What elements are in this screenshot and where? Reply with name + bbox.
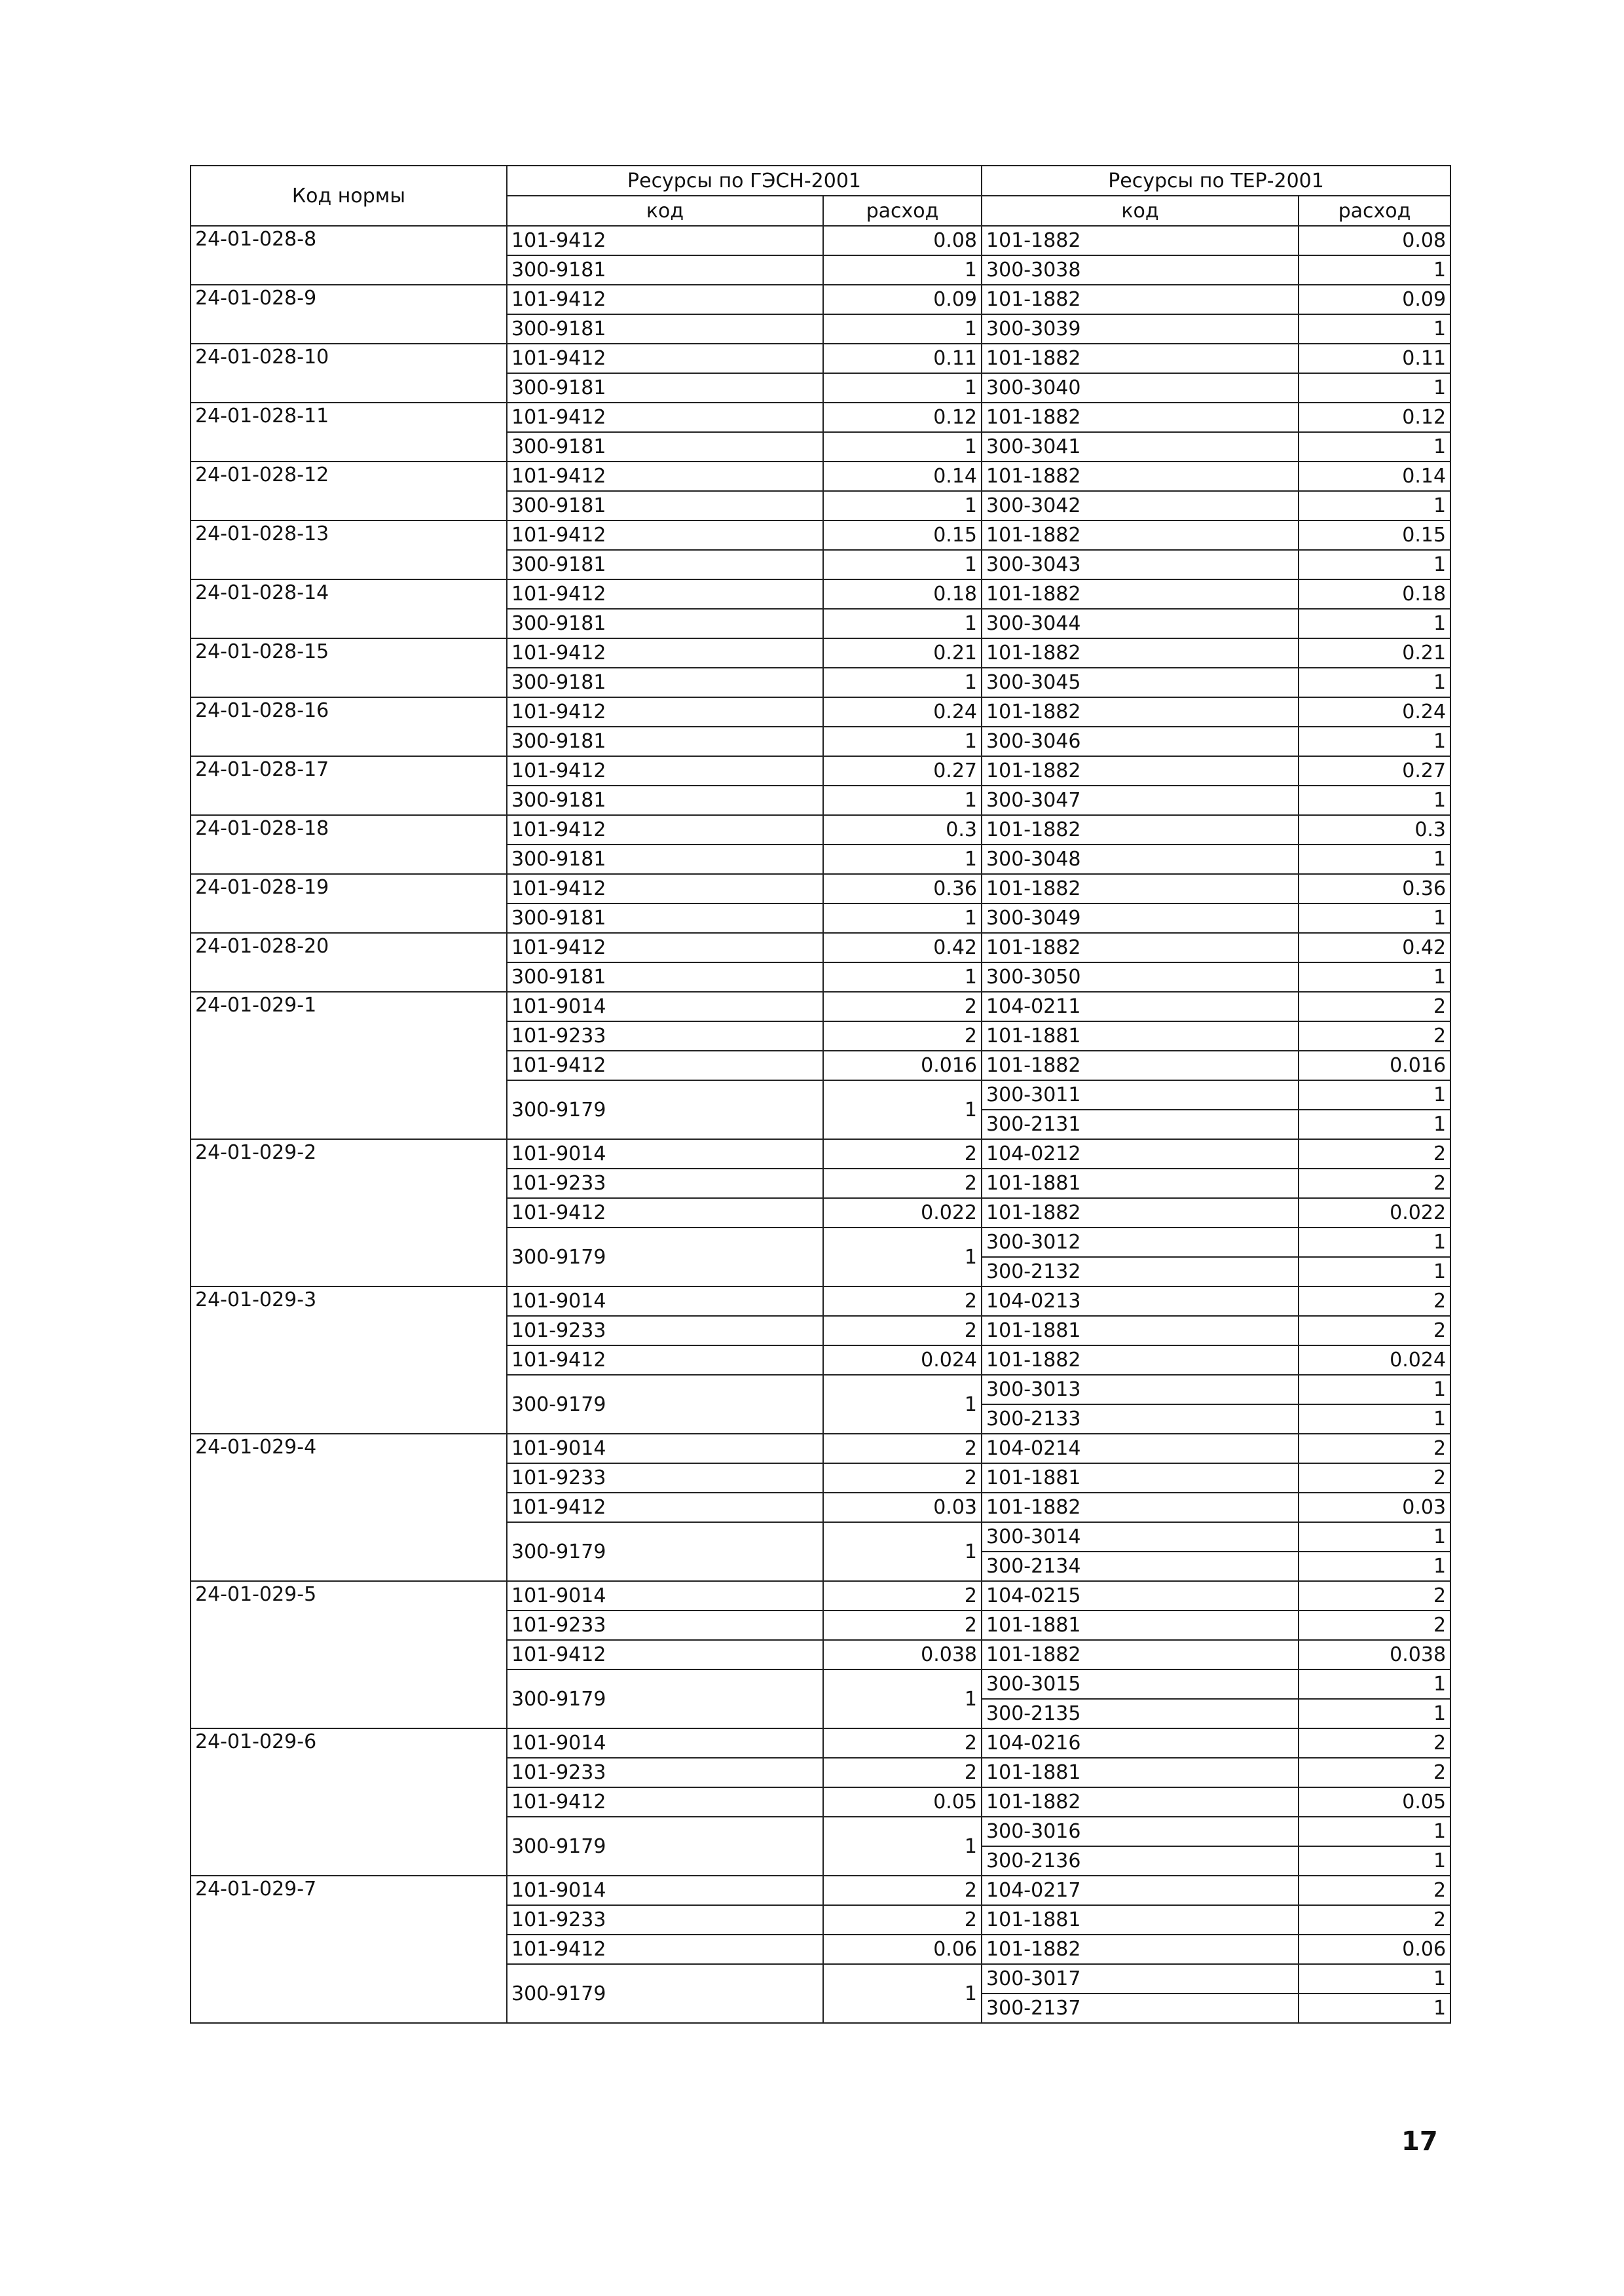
ter-rate-cell: 0.016 <box>1299 1051 1450 1080</box>
gesn-rate-cell: 2 <box>823 1463 982 1493</box>
ter-rate-cell: 1 <box>1299 1669 1450 1699</box>
gesn-rate-cell: 1 <box>823 255 982 285</box>
ter-rate-cell: 0.42 <box>1299 933 1450 962</box>
gesn-rate-cell: 2 <box>823 1434 982 1463</box>
header-ter-rate: расход <box>1299 196 1450 226</box>
gesn-rate-cell: 1 <box>823 962 982 992</box>
gesn-code-cell: 101-9233 <box>507 1463 823 1493</box>
ter-rate-cell: 2 <box>1299 1905 1450 1935</box>
ter-code-cell: 101-1882 <box>982 1198 1299 1228</box>
gesn-rate-cell: 1 <box>823 903 982 933</box>
ter-rate-cell: 0.06 <box>1299 1935 1450 1964</box>
gesn-rate-cell: 0.42 <box>823 933 982 962</box>
gesn-rate-cell: 2 <box>823 1169 982 1198</box>
gesn-code-cell: 101-9412 <box>507 1493 823 1522</box>
gesn-code-cell: 300-9181 <box>507 668 823 697</box>
ter-code-cell: 101-1882 <box>982 403 1299 432</box>
ter-rate-cell: 1 <box>1299 550 1450 579</box>
ter-rate-cell: 1 <box>1299 1964 1450 1994</box>
gesn-code-cell: 101-9412 <box>507 1345 823 1375</box>
gesn-code-cell: 101-9233 <box>507 1169 823 1198</box>
gesn-code-cell: 300-9181 <box>507 962 823 992</box>
gesn-code-cell: 101-9412 <box>507 638 823 668</box>
ter-rate-cell: 1 <box>1299 1257 1450 1286</box>
gesn-rate-cell: 0.21 <box>823 638 982 668</box>
norm-code-cell: 24-01-028-18 <box>191 815 507 874</box>
table-row <box>191 874 1450 903</box>
ter-rate-cell: 1 <box>1299 845 1450 874</box>
table-row <box>191 1139 1450 1169</box>
ter-rate-cell: 0.12 <box>1299 403 1450 432</box>
gesn-code-cell: 101-9014 <box>507 1728 823 1758</box>
gesn-code-cell: 101-9412 <box>507 1198 823 1228</box>
ter-code-cell: 101-1882 <box>982 285 1299 314</box>
header-norm-code: Код нормы <box>191 166 507 226</box>
ter-rate-cell: 2 <box>1299 1581 1450 1611</box>
ter-code-cell: 104-0216 <box>982 1728 1299 1758</box>
gesn-code-cell: 300-9181 <box>507 373 823 403</box>
ter-code-cell: 101-1882 <box>982 579 1299 609</box>
gesn-rate-cell: 1 <box>823 432 982 462</box>
gesn-rate-cell: 1 <box>823 373 982 403</box>
ter-code-cell: 300-3045 <box>982 668 1299 697</box>
ter-rate-cell: 1 <box>1299 491 1450 520</box>
gesn-code-cell: 300-9181 <box>507 786 823 815</box>
gesn-code-cell: 101-9014 <box>507 992 823 1021</box>
ter-code-cell: 101-1881 <box>982 1021 1299 1051</box>
ter-rate-cell: 0.15 <box>1299 520 1450 550</box>
norm-code-cell: 24-01-028-19 <box>191 874 507 933</box>
table-row <box>191 638 1450 668</box>
gesn-rate-cell: 1 <box>823 550 982 579</box>
ter-code-cell: 300-3040 <box>982 373 1299 403</box>
ter-rate-cell: 0.022 <box>1299 1198 1450 1228</box>
ter-code-cell: 300-3015 <box>982 1669 1299 1699</box>
ter-rate-cell: 1 <box>1299 255 1450 285</box>
ter-rate-cell: 1 <box>1299 1110 1450 1139</box>
ter-code-cell: 300-3048 <box>982 845 1299 874</box>
ter-code-cell: 300-3017 <box>982 1964 1299 1994</box>
gesn-rate-cell: 0.15 <box>823 520 982 550</box>
gesn-rate-cell: 1 <box>823 1522 982 1581</box>
ter-code-cell: 104-0215 <box>982 1581 1299 1611</box>
gesn-rate-cell: 0.3 <box>823 815 982 845</box>
ter-rate-cell: 1 <box>1299 786 1450 815</box>
ter-code-cell: 101-1882 <box>982 1935 1299 1964</box>
ter-rate-cell: 0.09 <box>1299 285 1450 314</box>
ter-rate-cell: 1 <box>1299 314 1450 344</box>
gesn-code-cell: 300-9181 <box>507 255 823 285</box>
ter-code-cell: 101-1882 <box>982 1345 1299 1375</box>
ter-code-cell: 300-3013 <box>982 1375 1299 1404</box>
ter-rate-cell: 1 <box>1299 727 1450 756</box>
table-row <box>191 285 1450 314</box>
table-row <box>191 344 1450 373</box>
gesn-rate-cell: 1 <box>823 727 982 756</box>
gesn-rate-cell: 1 <box>823 786 982 815</box>
gesn-rate-cell: 2 <box>823 1758 982 1787</box>
ter-rate-cell: 1 <box>1299 1080 1450 1110</box>
table-row <box>191 579 1450 609</box>
table-row <box>191 462 1450 491</box>
norm-code-cell: 24-01-029-7 <box>191 1876 507 2023</box>
table-row <box>191 933 1450 962</box>
gesn-code-cell: 101-9014 <box>507 1876 823 1905</box>
ter-code-cell: 300-2132 <box>982 1257 1299 1286</box>
ter-code-cell: 300-2136 <box>982 1846 1299 1876</box>
ter-code-cell: 104-0212 <box>982 1139 1299 1169</box>
header-gesn-resources: Ресурсы по ГЭСН-2001 <box>507 166 982 196</box>
gesn-code-cell: 101-9412 <box>507 462 823 491</box>
gesn-code-cell: 101-9412 <box>507 579 823 609</box>
ter-rate-cell: 2 <box>1299 992 1450 1021</box>
gesn-code-cell: 101-9412 <box>507 697 823 727</box>
gesn-code-cell: 300-9179 <box>507 1817 823 1876</box>
gesn-rate-cell: 2 <box>823 1611 982 1640</box>
gesn-rate-cell: 0.022 <box>823 1198 982 1228</box>
gesn-rate-cell: 1 <box>823 1964 982 2023</box>
gesn-rate-cell: 1 <box>823 1669 982 1728</box>
ter-rate-cell: 2 <box>1299 1876 1450 1905</box>
ter-rate-cell: 1 <box>1299 1375 1450 1404</box>
gesn-rate-cell: 2 <box>823 1581 982 1611</box>
gesn-code-cell: 101-9412 <box>507 756 823 786</box>
gesn-code-cell: 101-9412 <box>507 403 823 432</box>
ter-code-cell: 101-1882 <box>982 226 1299 255</box>
header-ter-resources: Ресурсы по ТЕР-2001 <box>982 166 1450 196</box>
norm-code-cell: 24-01-028-15 <box>191 638 507 697</box>
gesn-code-cell: 300-9179 <box>507 1228 823 1286</box>
ter-rate-cell: 2 <box>1299 1758 1450 1787</box>
gesn-rate-cell: 0.06 <box>823 1935 982 1964</box>
ter-rate-cell: 0.08 <box>1299 226 1450 255</box>
ter-rate-cell: 2 <box>1299 1463 1450 1493</box>
ter-code-cell: 101-1882 <box>982 344 1299 373</box>
gesn-rate-cell: 0.024 <box>823 1345 982 1375</box>
header-gesn-code: код <box>507 196 823 226</box>
gesn-code-cell: 300-9181 <box>507 432 823 462</box>
gesn-rate-cell: 0.09 <box>823 285 982 314</box>
norm-code-cell: 24-01-029-5 <box>191 1581 507 1728</box>
table-body <box>191 226 1450 2023</box>
ter-code-cell: 300-3038 <box>982 255 1299 285</box>
ter-rate-cell: 1 <box>1299 1817 1450 1846</box>
table-row <box>191 992 1450 1021</box>
norm-code-cell: 24-01-029-1 <box>191 992 507 1139</box>
ter-rate-cell: 1 <box>1299 373 1450 403</box>
gesn-code-cell: 300-9179 <box>507 1522 823 1581</box>
gesn-code-cell: 101-9412 <box>507 874 823 903</box>
ter-code-cell: 101-1881 <box>982 1463 1299 1493</box>
gesn-code-cell: 101-9233 <box>507 1611 823 1640</box>
gesn-code-cell: 101-9412 <box>507 520 823 550</box>
ter-code-cell: 300-3047 <box>982 786 1299 815</box>
ter-rate-cell: 0.36 <box>1299 874 1450 903</box>
gesn-rate-cell: 0.12 <box>823 403 982 432</box>
gesn-rate-cell: 0.14 <box>823 462 982 491</box>
gesn-rate-cell: 1 <box>823 314 982 344</box>
ter-code-cell: 300-2133 <box>982 1404 1299 1434</box>
ter-code-cell: 300-3044 <box>982 609 1299 638</box>
gesn-code-cell: 101-9412 <box>507 1640 823 1669</box>
gesn-code-cell: 300-9179 <box>507 1080 823 1139</box>
ter-rate-cell: 0.18 <box>1299 579 1450 609</box>
norm-code-cell: 24-01-028-13 <box>191 520 507 579</box>
gesn-code-cell: 101-9014 <box>507 1286 823 1316</box>
ter-rate-cell: 0.05 <box>1299 1787 1450 1817</box>
table-row <box>191 697 1450 727</box>
ter-code-cell: 300-3039 <box>982 314 1299 344</box>
norm-code-cell: 24-01-029-6 <box>191 1728 507 1876</box>
ter-rate-cell: 0.27 <box>1299 756 1450 786</box>
norm-code-cell: 24-01-029-2 <box>191 1139 507 1286</box>
gesn-rate-cell: 2 <box>823 992 982 1021</box>
ter-rate-cell: 1 <box>1299 1228 1450 1257</box>
norm-code-cell: 24-01-028-16 <box>191 697 507 756</box>
gesn-rate-cell: 0.18 <box>823 579 982 609</box>
gesn-code-cell: 101-9412 <box>507 933 823 962</box>
gesn-code-cell: 101-9014 <box>507 1139 823 1169</box>
ter-rate-cell: 0.21 <box>1299 638 1450 668</box>
ter-rate-cell: 0.3 <box>1299 815 1450 845</box>
ter-code-cell: 300-3012 <box>982 1228 1299 1257</box>
gesn-rate-cell: 1 <box>823 1228 982 1286</box>
gesn-code-cell: 300-9181 <box>507 845 823 874</box>
ter-code-cell: 101-1881 <box>982 1316 1299 1345</box>
gesn-rate-cell: 2 <box>823 1728 982 1758</box>
gesn-code-cell: 101-9412 <box>507 815 823 845</box>
header-gesn-rate: расход <box>823 196 982 226</box>
ter-code-cell: 300-3014 <box>982 1522 1299 1552</box>
ter-rate-cell: 1 <box>1299 1994 1450 2023</box>
gesn-rate-cell: 2 <box>823 1139 982 1169</box>
gesn-code-cell: 101-9233 <box>507 1316 823 1345</box>
ter-code-cell: 101-1882 <box>982 638 1299 668</box>
gesn-code-cell: 300-9181 <box>507 903 823 933</box>
ter-rate-cell: 1 <box>1299 668 1450 697</box>
table-row <box>191 1728 1450 1758</box>
ter-code-cell: 101-1882 <box>982 874 1299 903</box>
ter-rate-cell: 1 <box>1299 609 1450 638</box>
page-number: 17 <box>1401 2126 1438 2157</box>
gesn-code-cell: 300-9181 <box>507 609 823 638</box>
gesn-rate-cell: 0.11 <box>823 344 982 373</box>
table-row <box>191 1434 1450 1463</box>
ter-code-cell: 300-3049 <box>982 903 1299 933</box>
ter-code-cell: 101-1882 <box>982 933 1299 962</box>
norm-code-cell: 24-01-028-17 <box>191 756 507 815</box>
gesn-code-cell: 300-9179 <box>507 1375 823 1434</box>
gesn-code-cell: 101-9412 <box>507 1935 823 1964</box>
gesn-code-cell: 101-9014 <box>507 1434 823 1463</box>
norm-code-cell: 24-01-028-14 <box>191 579 507 638</box>
gesn-rate-cell: 1 <box>823 845 982 874</box>
table-row <box>191 1286 1450 1316</box>
ter-code-cell: 104-0217 <box>982 1876 1299 1905</box>
ter-code-cell: 101-1882 <box>982 1051 1299 1080</box>
gesn-rate-cell: 0.016 <box>823 1051 982 1080</box>
ter-code-cell: 300-2131 <box>982 1110 1299 1139</box>
ter-rate-cell: 2 <box>1299 1316 1450 1345</box>
ter-rate-cell: 2 <box>1299 1434 1450 1463</box>
ter-rate-cell: 0.11 <box>1299 344 1450 373</box>
resources-table <box>190 165 1451 2024</box>
ter-code-cell: 101-1881 <box>982 1611 1299 1640</box>
ter-rate-cell: 2 <box>1299 1139 1450 1169</box>
gesn-rate-cell: 1 <box>823 668 982 697</box>
gesn-rate-cell: 0.038 <box>823 1640 982 1669</box>
table-row <box>191 1876 1450 1905</box>
ter-rate-cell: 2 <box>1299 1286 1450 1316</box>
ter-code-cell: 101-1881 <box>982 1169 1299 1198</box>
norm-code-cell: 24-01-028-8 <box>191 226 507 285</box>
table-row <box>191 226 1450 255</box>
gesn-code-cell: 101-9412 <box>507 344 823 373</box>
gesn-code-cell: 101-9412 <box>507 1051 823 1080</box>
norm-code-cell: 24-01-028-20 <box>191 933 507 992</box>
gesn-code-cell: 300-9181 <box>507 550 823 579</box>
gesn-rate-cell: 0.05 <box>823 1787 982 1817</box>
gesn-rate-cell: 2 <box>823 1905 982 1935</box>
norm-code-cell: 24-01-028-10 <box>191 344 507 403</box>
header-ter-code: код <box>982 196 1299 226</box>
gesn-rate-cell: 2 <box>823 1876 982 1905</box>
gesn-code-cell: 101-9412 <box>507 285 823 314</box>
table-row <box>191 1581 1450 1611</box>
table-row <box>191 756 1450 786</box>
ter-code-cell: 300-3046 <box>982 727 1299 756</box>
norm-code-cell: 24-01-028-12 <box>191 462 507 520</box>
ter-rate-cell: 2 <box>1299 1611 1450 1640</box>
gesn-code-cell: 101-9233 <box>507 1758 823 1787</box>
ter-code-cell: 101-1882 <box>982 1787 1299 1817</box>
table-header <box>191 166 1450 226</box>
ter-code-cell: 300-2135 <box>982 1699 1299 1728</box>
table-row <box>191 520 1450 550</box>
ter-rate-cell: 0.14 <box>1299 462 1450 491</box>
gesn-rate-cell: 1 <box>823 1817 982 1876</box>
ter-code-cell: 101-1882 <box>982 1640 1299 1669</box>
norm-code-cell: 24-01-028-9 <box>191 285 507 344</box>
ter-code-cell: 101-1882 <box>982 520 1299 550</box>
ter-code-cell: 101-1882 <box>982 1493 1299 1522</box>
ter-rate-cell: 2 <box>1299 1728 1450 1758</box>
gesn-rate-cell: 0.08 <box>823 226 982 255</box>
gesn-rate-cell: 1 <box>823 609 982 638</box>
ter-rate-cell: 2 <box>1299 1169 1450 1198</box>
ter-rate-cell: 0.024 <box>1299 1345 1450 1375</box>
gesn-rate-cell: 1 <box>823 1375 982 1434</box>
ter-rate-cell: 0.24 <box>1299 697 1450 727</box>
ter-rate-cell: 0.03 <box>1299 1493 1450 1522</box>
ter-code-cell: 104-0211 <box>982 992 1299 1021</box>
gesn-code-cell: 300-9179 <box>507 1669 823 1728</box>
gesn-code-cell: 300-9181 <box>507 727 823 756</box>
ter-code-cell: 104-0214 <box>982 1434 1299 1463</box>
gesn-code-cell: 101-9412 <box>507 226 823 255</box>
gesn-rate-cell: 0.36 <box>823 874 982 903</box>
gesn-rate-cell: 0.03 <box>823 1493 982 1522</box>
norm-code-cell: 24-01-029-3 <box>191 1286 507 1434</box>
ter-code-cell: 300-3050 <box>982 962 1299 992</box>
gesn-code-cell: 101-9233 <box>507 1905 823 1935</box>
ter-code-cell: 101-1882 <box>982 697 1299 727</box>
ter-rate-cell: 1 <box>1299 1404 1450 1434</box>
ter-code-cell: 300-3016 <box>982 1817 1299 1846</box>
gesn-rate-cell: 0.27 <box>823 756 982 786</box>
ter-rate-cell: 1 <box>1299 432 1450 462</box>
ter-rate-cell: 1 <box>1299 1846 1450 1876</box>
gesn-code-cell: 101-9014 <box>507 1581 823 1611</box>
table-row <box>191 815 1450 845</box>
ter-code-cell: 101-1882 <box>982 815 1299 845</box>
ter-rate-cell: 1 <box>1299 1522 1450 1552</box>
ter-code-cell: 300-2134 <box>982 1552 1299 1581</box>
ter-code-cell: 300-3011 <box>982 1080 1299 1110</box>
gesn-code-cell: 101-9233 <box>507 1021 823 1051</box>
ter-code-cell: 300-3043 <box>982 550 1299 579</box>
ter-rate-cell: 2 <box>1299 1021 1450 1051</box>
ter-rate-cell: 1 <box>1299 903 1450 933</box>
ter-code-cell: 101-1881 <box>982 1758 1299 1787</box>
gesn-rate-cell: 2 <box>823 1286 982 1316</box>
ter-code-cell: 104-0213 <box>982 1286 1299 1316</box>
gesn-rate-cell: 2 <box>823 1021 982 1051</box>
ter-code-cell: 101-1882 <box>982 756 1299 786</box>
gesn-code-cell: 300-9181 <box>507 314 823 344</box>
norm-code-cell: 24-01-028-11 <box>191 403 507 462</box>
gesn-code-cell: 101-9412 <box>507 1787 823 1817</box>
table-row <box>191 403 1450 432</box>
ter-code-cell: 101-1881 <box>982 1905 1299 1935</box>
ter-rate-cell: 0.038 <box>1299 1640 1450 1669</box>
gesn-rate-cell: 0.24 <box>823 697 982 727</box>
ter-code-cell: 300-2137 <box>982 1994 1299 2023</box>
norm-code-cell: 24-01-029-4 <box>191 1434 507 1581</box>
ter-rate-cell: 1 <box>1299 1552 1450 1581</box>
gesn-rate-cell: 1 <box>823 491 982 520</box>
gesn-code-cell: 300-9181 <box>507 491 823 520</box>
ter-code-cell: 300-3041 <box>982 432 1299 462</box>
ter-code-cell: 300-3042 <box>982 491 1299 520</box>
ter-rate-cell: 1 <box>1299 962 1450 992</box>
ter-code-cell: 101-1882 <box>982 462 1299 491</box>
gesn-code-cell: 300-9179 <box>507 1964 823 2023</box>
gesn-rate-cell: 2 <box>823 1316 982 1345</box>
ter-rate-cell: 1 <box>1299 1699 1450 1728</box>
gesn-rate-cell: 1 <box>823 1080 982 1139</box>
